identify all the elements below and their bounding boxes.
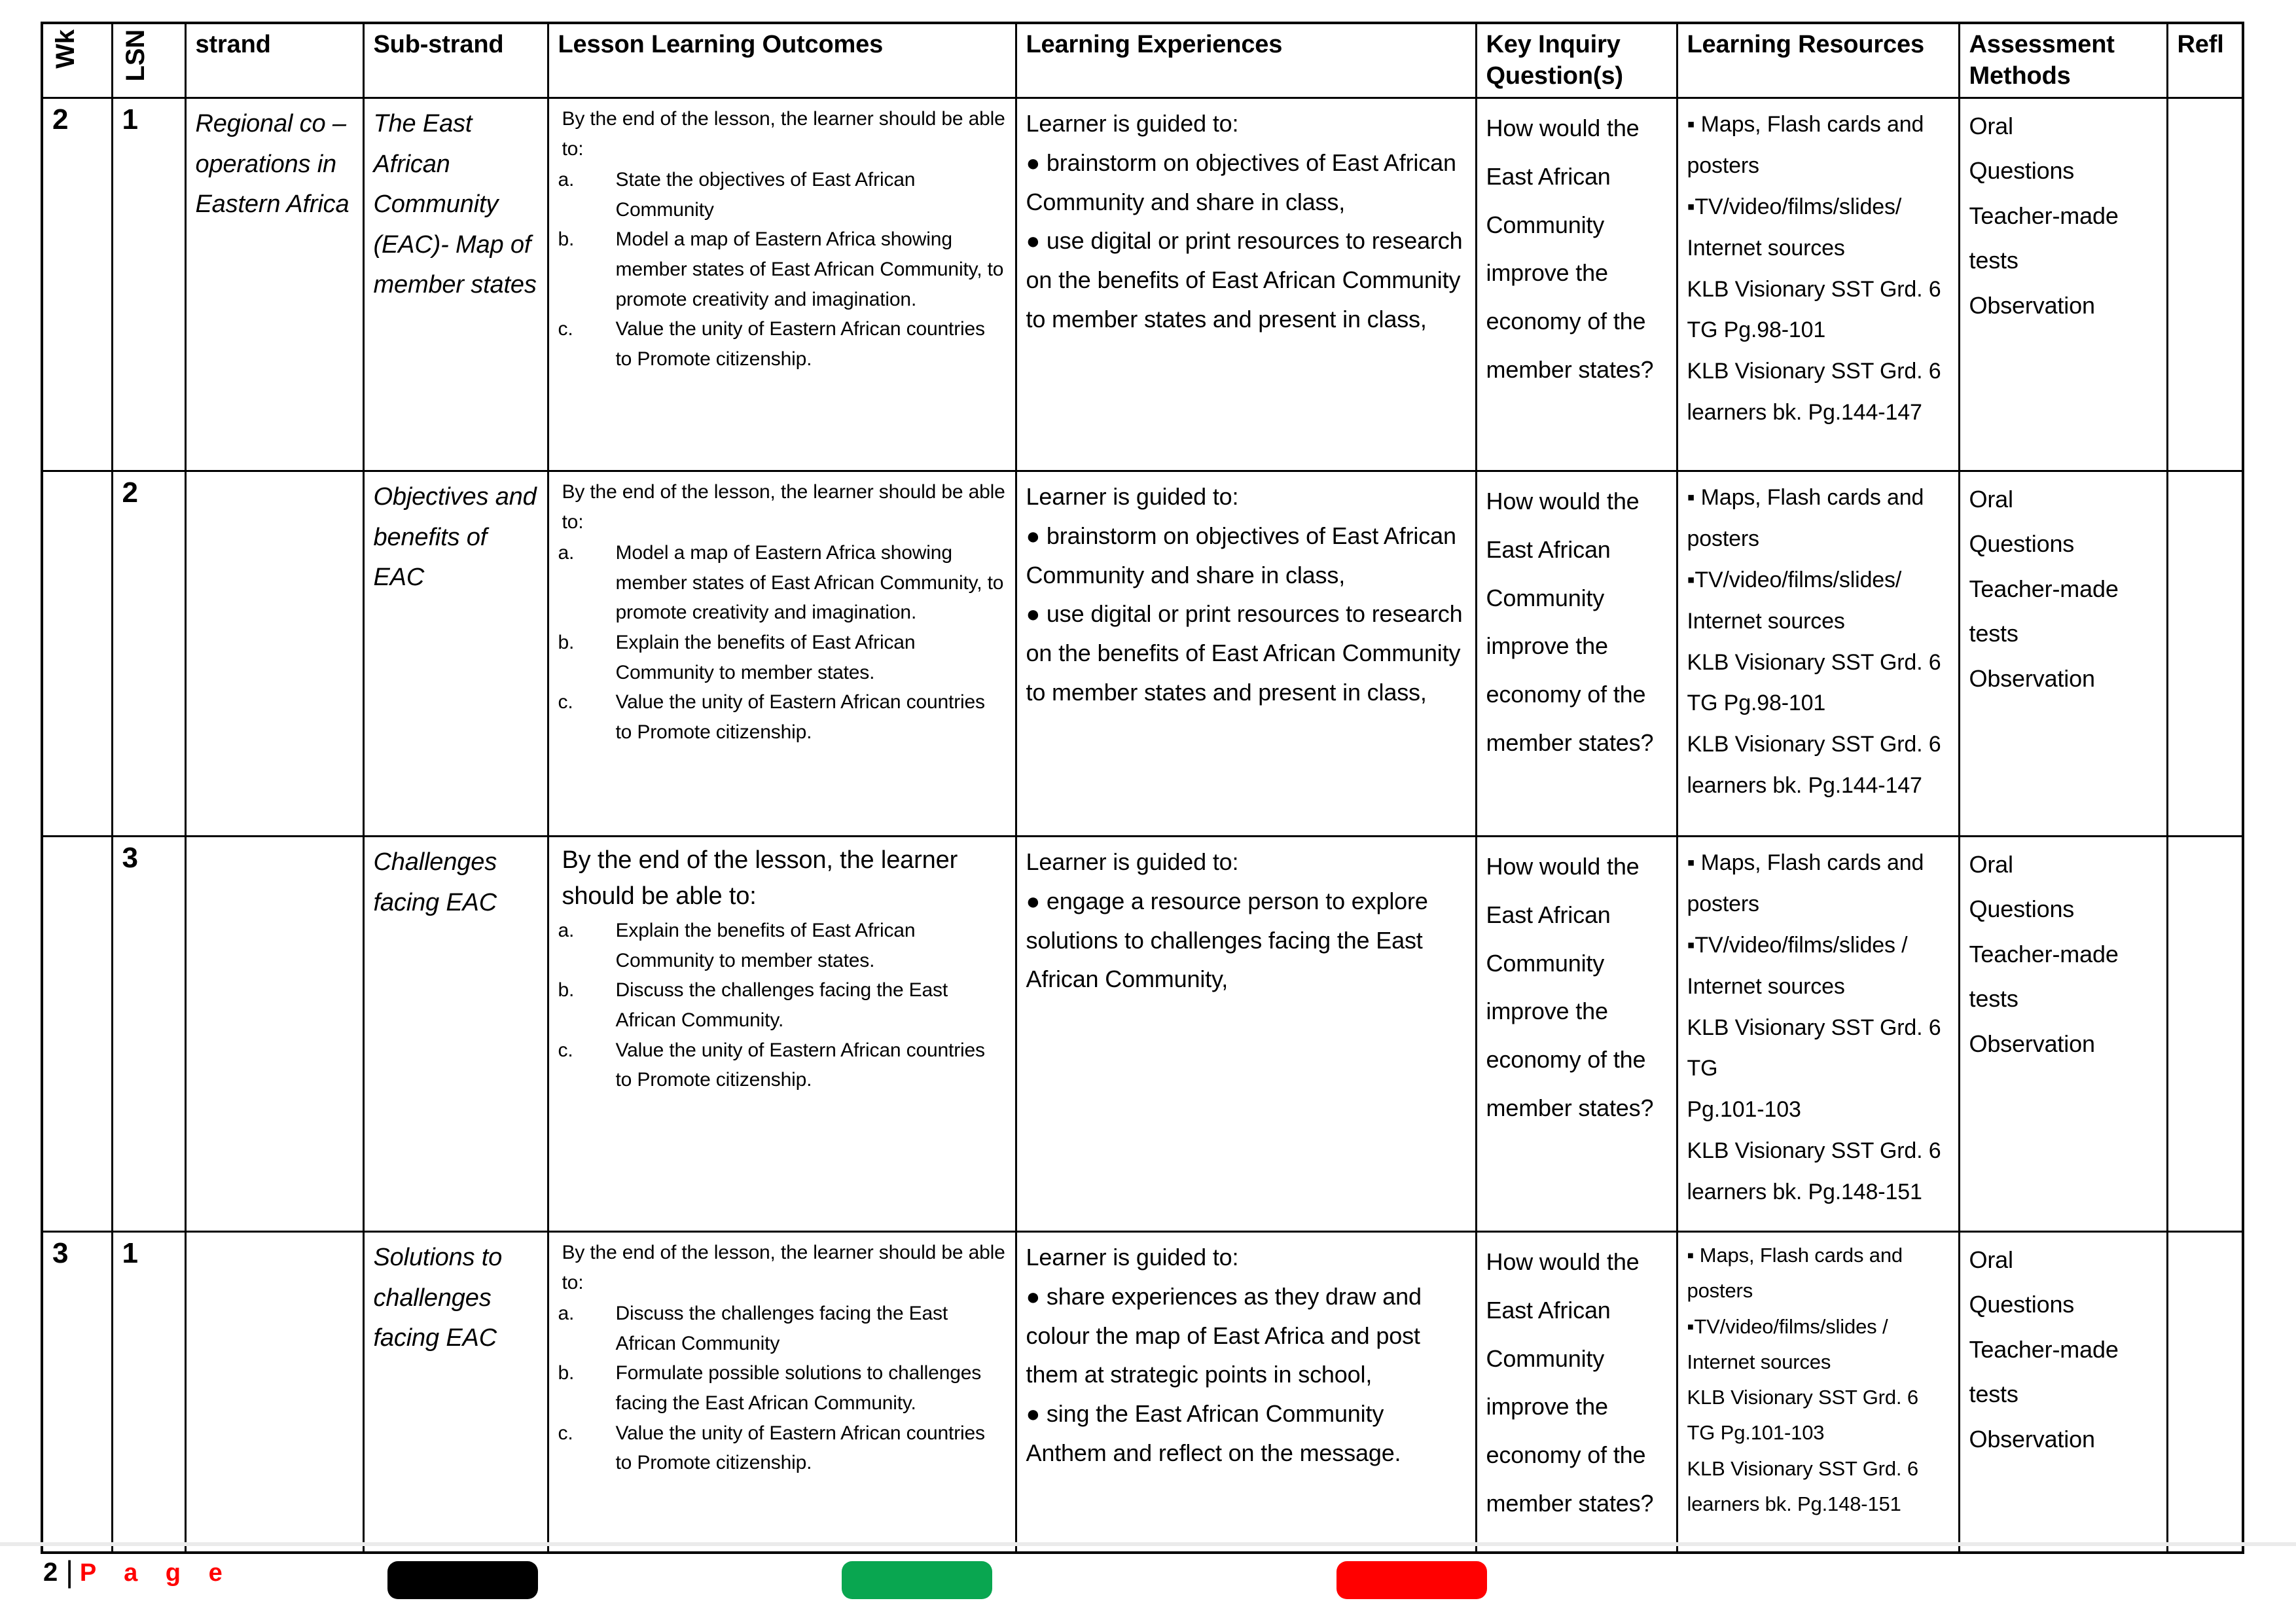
assessment-line: Teacher-made [1969,1335,2119,1363]
assessment-line: Oral [1969,486,2013,513]
outcome-text: Value the unity of Eastern African countries to Promote citizenship. [615,1422,985,1474]
outcome-label: b. [558,631,575,653]
outcome-text: Discuss the challenges facing the East African Community. [615,979,948,1031]
wk-cell [42,837,112,1232]
outcome-label: a. [558,920,575,942]
refl-cell [2167,1232,2243,1553]
outcome-item [558,1299,1006,1358]
assessment-line: Teacher-made [1969,575,2119,602]
resource-item: KLB Visionary SST Grd. 6 learners bk. Pg.144-147 [1687,359,1941,425]
assessment-line: Observation [1969,664,2095,692]
wk-cell: 3 [42,1232,112,1553]
outcome-text: Formulate possible solutions to challenges facing the East African Community. [615,1362,982,1414]
outcomes-cell [548,837,1016,1232]
outcomes-intro: By the end of the lesson, the learner should be able to: [562,846,958,911]
header-key-inquiry: Key Inquiry Question(s) [1476,23,1677,98]
assessment-line: tests [1969,1380,2018,1408]
outcome-item [558,628,1006,687]
experiences-cell [1016,837,1476,1232]
header-assessment: Assessment Methods [1959,23,2167,98]
resource-item: KLB Visionary SST Grd. 6 TG [1687,1015,1941,1081]
header-refl: Refl [2167,23,2243,98]
green-highlight-bar [842,1561,992,1599]
resources-cell [1677,471,1959,837]
outcome-label: a. [558,1303,575,1325]
key-inquiry-cell: How would the East African Community improve the economy of the member states? [1476,1232,1677,1553]
assessment-cell [1959,98,2167,471]
lsn-cell: 2 [112,471,185,837]
resource-item: ▪ Maps, Flash cards and posters [1687,485,1924,551]
refl-cell [2167,471,2243,837]
assessment-line: Teacher-made [1969,202,2119,229]
experiences-intro: Learner is guided to: [1026,483,1239,510]
resource-item: ▪ Maps, Flash cards and posters [1687,850,1924,916]
outcome-text: Value the unity of Eastern African countries to Promote citizenship. [615,691,985,743]
outcome-label: a. [558,169,575,191]
strand-cell: Regional co – operations in Eastern Africa [185,98,363,471]
outcome-text: Explain the benefits of East African Community to member states. [615,631,916,683]
resource-item: KLB Visionary SST Grd. 6 TG Pg.98-101 [1687,276,1941,343]
resource-item: ▪TV/video/films/slides / Internet sources [1687,932,1908,999]
outcome-label: b. [558,228,575,251]
table-row [42,837,2243,1232]
sub-strand-cell: Objectives and benefits of EAC [363,471,548,837]
lsn-cell: 1 [112,1232,185,1553]
strand-cell [185,471,363,837]
assessment-cell [1959,837,2167,1232]
assessment-line: tests [1969,247,2018,274]
outcome-label: c. [558,1422,573,1444]
assessment-line: Teacher-made [1969,940,2119,967]
outcome-item [558,538,1006,628]
outcome-text: Discuss the challenges facing the East African Community [615,1303,948,1354]
refl-cell [2167,98,2243,471]
header-lsn [112,23,185,98]
experience-bullet: ● use digital or print resources to research on the benefits of East African Community to member states and present in class, [1026,600,1463,706]
outcomes-intro: By the end of the lesson, the learner should be able to: [562,108,1005,160]
assessment-line: Questions [1969,895,2075,923]
header-outcomes: Lesson Learning Outcomes [548,23,1016,98]
outcome-item [558,687,1006,747]
key-inquiry-cell: How would the East African Community improve the economy of the member states? [1476,98,1677,471]
sub-strand-cell: Challenges facing EAC [363,837,548,1232]
resource-item: ▪ Maps, Flash cards and posters [1687,1244,1903,1303]
outcome-label: b. [558,1362,575,1384]
assessment-line: tests [1969,620,2018,647]
experiences-intro: Learner is guided to: [1026,110,1239,137]
resource-item: ▪TV/video/films/slides/ Internet sources [1687,567,1902,634]
outcome-text: Explain the benefits of East African Community to member states. [615,920,916,971]
resource-item: KLB Visionary SST Grd. 6 TG Pg.98-101 [1687,649,1941,716]
assessment-line: Oral [1969,1246,2013,1273]
lsn-cell: 3 [112,837,185,1232]
assessment-line: Questions [1969,157,2075,185]
outcome-label: b. [558,979,575,1001]
header-sub-strand: Sub-strand [363,23,548,98]
outcome-text: Model a map of Eastern Africa showing member states of East African Community, to promote creativity and imagination. [615,542,1004,624]
outcome-item [558,1036,1006,1095]
header-wk [42,23,112,98]
table-row [42,1232,2243,1553]
sub-strand-cell: The East African Community (EAC)- Map of member states [363,98,548,471]
outcome-item [558,165,1006,225]
footer-separator: | [65,1555,73,1589]
wk-cell: 2 [42,98,112,471]
header-resources: Learning Resources [1677,23,1959,98]
header-wk-label: Wk [51,29,80,69]
assessment-cell [1959,1232,2167,1553]
header-lsn-label: LSN [120,29,150,82]
resources-cell [1677,837,1959,1232]
outcome-item [558,916,1006,975]
outcome-item [558,1358,1006,1418]
assessment-line: Oral [1969,113,2013,139]
outcome-item [558,1418,1006,1478]
outcome-item [558,225,1006,314]
resource-item: ▪ Maps, Flash cards and posters [1687,112,1924,178]
wk-cell [42,471,112,837]
outcome-text: Value the unity of Eastern African countries to Promote citizenship. [615,318,985,370]
resources-cell [1677,1232,1959,1553]
outcome-label: c. [558,1039,573,1061]
outcome-item [558,314,1006,374]
strand-cell [185,1232,363,1553]
experience-bullet: ● share experiences as they draw and colour the map of East Africa and post them at strategic points in school, [1026,1282,1422,1388]
resource-item: KLB Visionary SST Grd. 6 learners bk. Pg.144-147 [1687,732,1941,799]
outcomes-cell [548,98,1016,471]
assessment-line: tests [1969,985,2018,1013]
experiences-cell [1016,1232,1476,1553]
outcomes-intro: By the end of the lesson, the learner should be able to: [562,481,1005,533]
resources-cell [1677,98,1959,471]
assessment-cell [1959,471,2167,837]
experience-bullet: ● use digital or print resources to research on the benefits of East African Community to member states and present in class, [1026,227,1463,333]
assessment-line: Observation [1969,1030,2095,1057]
outcomes-cell [548,471,1016,837]
assessment-line: Questions [1969,530,2075,558]
key-inquiry-cell: How would the East African Community improve the economy of the member states? [1476,471,1677,837]
scheme-of-work-table [41,22,2244,1554]
experience-bullet: ● engage a resource person to explore solutions to challenges facing the East African Community, [1026,887,1428,993]
outcome-label: c. [558,691,573,713]
black-highlight-bar [387,1561,538,1599]
experiences-cell [1016,471,1476,837]
lsn-cell: 1 [112,98,185,471]
experiences-cell [1016,98,1476,471]
experiences-intro: Learner is guided to: [1026,1244,1239,1271]
experience-bullet: ● brainstorm on objectives of East African Community and share in class, [1026,149,1456,215]
outcome-text: State the objectives of East African Community [615,169,916,221]
outcome-label: a. [558,542,575,564]
resource-item: KLB Visionary SST Grd. 6 learners bk. Pg.148-151 [1687,1138,1941,1205]
resource-item: Pg.101-103 [1687,1097,1801,1123]
red-highlight-bar [1336,1561,1487,1599]
footer-page-word: P a g e [79,1559,233,1587]
outcome-text: Model a map of Eastern Africa showing member states of East African Community, to promote creativity and imagination. [615,228,1004,310]
page-number: 2 [43,1558,58,1587]
key-inquiry-cell: How would the East African Community improve the economy of the member states? [1476,837,1677,1232]
outcome-item [558,975,1006,1035]
outcome-label: c. [558,318,573,340]
header-row [42,23,2243,98]
assessment-line: Oral [1969,851,2013,878]
header-strand: strand [185,23,363,98]
assessment-line: Observation [1969,291,2095,319]
experience-bullet: ● brainstorm on objectives of East African Community and share in class, [1026,522,1456,588]
table-row [42,471,2243,837]
table-row [42,98,2243,471]
experiences-intro: Learner is guided to: [1026,848,1239,875]
page-divider-line [0,1542,2296,1546]
outcome-text: Value the unity of Eastern African countries to Promote citizenship. [615,1039,985,1091]
resource-item: ▪TV/video/films/slides / Internet sources [1687,1314,1888,1373]
resource-item: KLB Visionary SST Grd. 6 learners bk. Pg.148-151 [1687,1456,1918,1515]
resource-item: KLB Visionary SST Grd. 6 TG Pg.101-103 [1687,1386,1918,1445]
resource-item: ▪TV/video/films/slides/ Internet sources [1687,194,1902,261]
assessment-line: Questions [1969,1291,2075,1318]
outcomes-intro: By the end of the lesson, the learner should be able to: [562,1242,1005,1293]
outcomes-cell [548,1232,1016,1553]
header-experiences: Learning Experiences [1016,23,1476,98]
sub-strand-cell: Solutions to challenges facing EAC [363,1232,548,1553]
page-footer [43,1553,233,1588]
experience-bullet: ● sing the East African Community Anthem and reflect on the message. [1026,1400,1401,1466]
assessment-line: Observation [1969,1425,2095,1453]
refl-cell [2167,837,2243,1232]
strand-cell [185,837,363,1232]
